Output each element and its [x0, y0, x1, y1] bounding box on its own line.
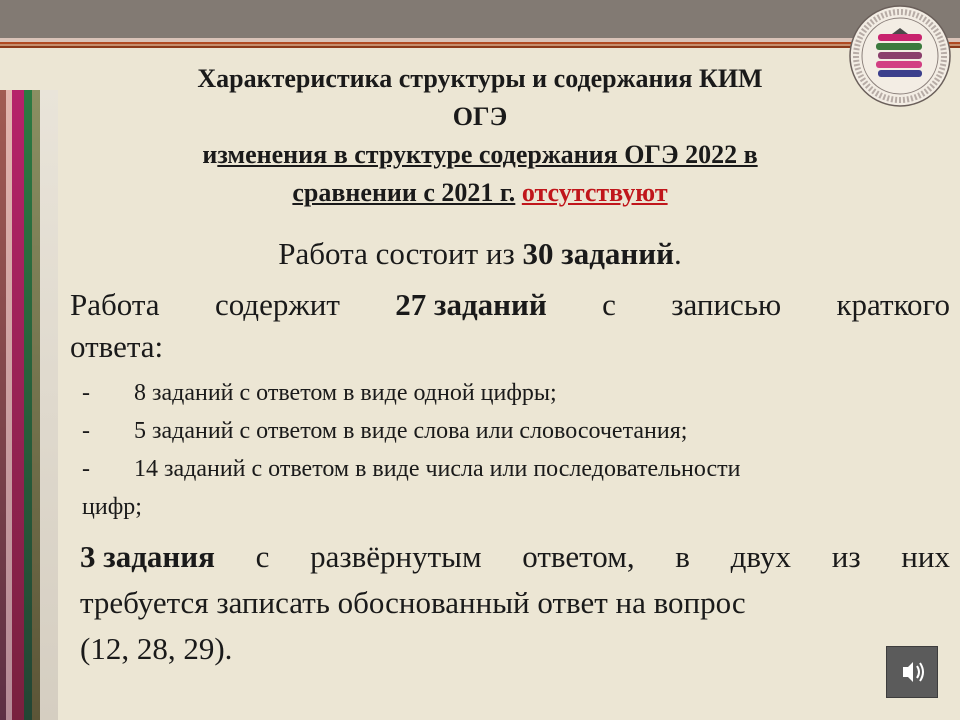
short-answer-paragraph: Работа содержит 27 заданий с записью краткого ответа: [70, 287, 950, 364]
slide-title [60, 60, 900, 212]
decor-stripe [0, 46, 960, 48]
left-decor-bars [0, 90, 58, 720]
list-item: - 5 заданий с ответом в виде слова или словосочетания; [82, 418, 688, 444]
top-band [0, 0, 960, 38]
extended-answer-paragraph: 3 задания с развёрнутым ответом, в двух из них требуется записать обоснованный ответ на вопрос (12, 28, 29). [80, 539, 950, 666]
speaker-icon [887, 647, 937, 697]
list-item: - 14 заданий с ответом в виде числа или последовательности цифр; [82, 456, 741, 520]
audio-button[interactable] [886, 646, 938, 698]
title-line-4: сравнении с 2021 г. отсутствуют [292, 178, 668, 207]
title-line-3: изменения в структуре содержания ОГЭ 2022 в [202, 140, 758, 169]
absent-label: отсутствуют [521, 178, 668, 207]
title-line-1: Характеристика структуры и содержания КИМ [197, 64, 763, 93]
list-item: - 8 заданий с ответом в виде одной цифры; [82, 380, 557, 406]
title-line-2: ОГЭ [452, 102, 508, 131]
task-count-summary: Работа состоит из 30 заданий. [278, 236, 682, 271]
short-answer-list [82, 374, 952, 526]
